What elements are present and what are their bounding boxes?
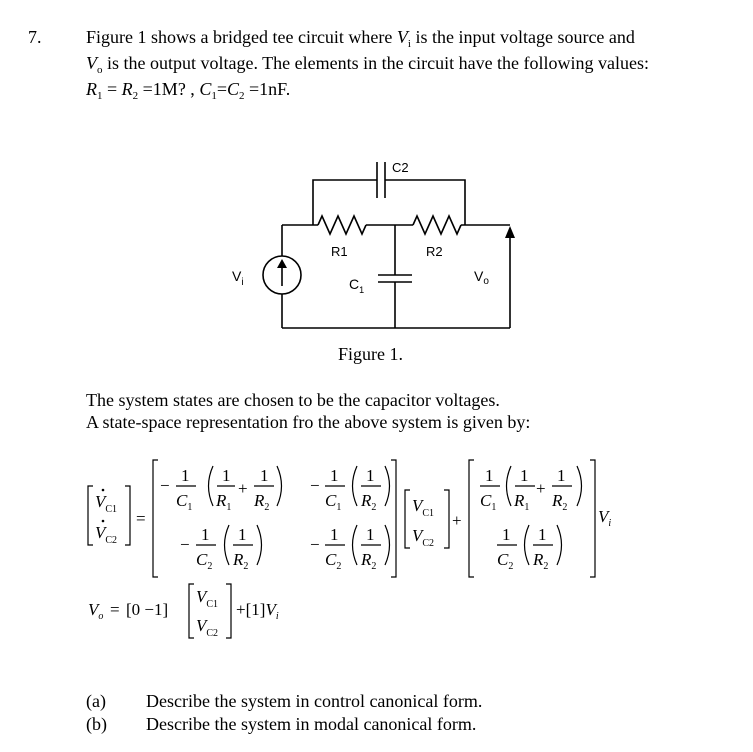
label-r2: R2 xyxy=(426,244,443,259)
output-equals: = xyxy=(110,600,120,619)
a11-den: $C_1$ xyxy=(176,491,193,513)
figure-caption: Figure 1. xyxy=(338,344,403,364)
a21-num: 1 xyxy=(201,525,210,544)
b2-num: 1 xyxy=(502,525,511,544)
a22-num: 1 xyxy=(330,525,339,544)
vc1-dot: $V_{C1}$ xyxy=(95,492,118,515)
task-b-label: (b) xyxy=(86,714,107,734)
output-vc1: $V_{C1}$ xyxy=(196,587,219,610)
a12-d1: $R_2$ xyxy=(361,491,377,513)
question-line-2: $V_o$ is the output voltage. The elements in the circuit have the following values: xyxy=(86,53,650,76)
a11-d1: $R_1$ xyxy=(216,491,232,513)
body-line-2: A state-space representation fro the above system is given by: xyxy=(86,412,531,432)
task-a-label: (a) xyxy=(86,691,106,711)
b1-plus: + xyxy=(536,479,546,498)
a22-n1: 1 xyxy=(366,525,375,544)
b1-n2: 1 xyxy=(557,466,566,485)
output-c-row: [0 −1] xyxy=(126,600,169,619)
a11-plus: + xyxy=(238,479,248,498)
a12-minus: − xyxy=(310,476,320,495)
a21-minus: − xyxy=(180,535,190,554)
question-line-3: $R_1 = R_2 =1M$? , $C_1=C_2 =1nF$. xyxy=(86,79,291,102)
b1-d1: $R_1$ xyxy=(514,491,530,513)
dot-marker xyxy=(102,520,105,523)
question-line-1: Figure 1 shows a bridged tee circuit where $V_i$ is the input voltage source and xyxy=(86,27,635,50)
a21-d1: $R_2$ xyxy=(233,550,249,572)
a22-den: $C_2$ xyxy=(325,550,342,572)
a12-n1: 1 xyxy=(366,466,375,485)
b2-n1: 1 xyxy=(538,525,547,544)
output-d-term: $+[1]V_i$ xyxy=(236,600,279,622)
a11-minus: − xyxy=(160,476,170,495)
label-c1: $C_1$ xyxy=(349,276,365,295)
b2-d1: $R_2$ xyxy=(533,550,549,572)
b1-num: 1 xyxy=(485,466,494,485)
vc2-dot: $V_{C2}$ xyxy=(95,523,118,546)
label-c2: C2 xyxy=(392,160,409,175)
input-vi: $V_i$ xyxy=(598,507,612,529)
a22-d1: $R_2$ xyxy=(361,550,377,572)
a12-num: 1 xyxy=(330,466,339,485)
label-vi: $V_i$ xyxy=(232,268,244,288)
task-a-text: Describe the system in control canonical form. xyxy=(146,691,483,711)
equals-sign: = xyxy=(136,509,146,528)
a22-minus: − xyxy=(310,535,320,554)
b1-d2: $R_2$ xyxy=(552,491,568,513)
a11-d2: $R_2$ xyxy=(254,491,270,513)
vc2-state: $V_{C2}$ xyxy=(412,526,435,549)
a11-n1: 1 xyxy=(222,466,231,485)
output-vo: $V_o$ xyxy=(88,600,104,622)
b1-n1: 1 xyxy=(520,466,529,485)
output-vc2: $V_{C2}$ xyxy=(196,616,219,639)
a11-n2: 1 xyxy=(260,466,269,485)
question-number: 7. xyxy=(28,27,42,47)
a11-num: 1 xyxy=(181,466,190,485)
task-b-text: Describe the system in modal canonical form. xyxy=(146,714,477,734)
a21-den: $C_2$ xyxy=(196,550,213,572)
label-vo: $V_o$ xyxy=(474,268,489,287)
b1-den: $C_1$ xyxy=(480,491,497,513)
body-line-1: The system states are chosen to be the capacitor voltages. xyxy=(86,390,500,410)
vc1-state: $V_{C1}$ xyxy=(412,496,435,519)
dot-marker xyxy=(102,489,105,492)
a12-den: $C_1$ xyxy=(325,491,342,513)
a21-n1: 1 xyxy=(238,525,247,544)
plus-sign: + xyxy=(452,511,462,530)
b2-den: $C_2$ xyxy=(497,550,514,572)
label-r1: R1 xyxy=(331,244,348,259)
